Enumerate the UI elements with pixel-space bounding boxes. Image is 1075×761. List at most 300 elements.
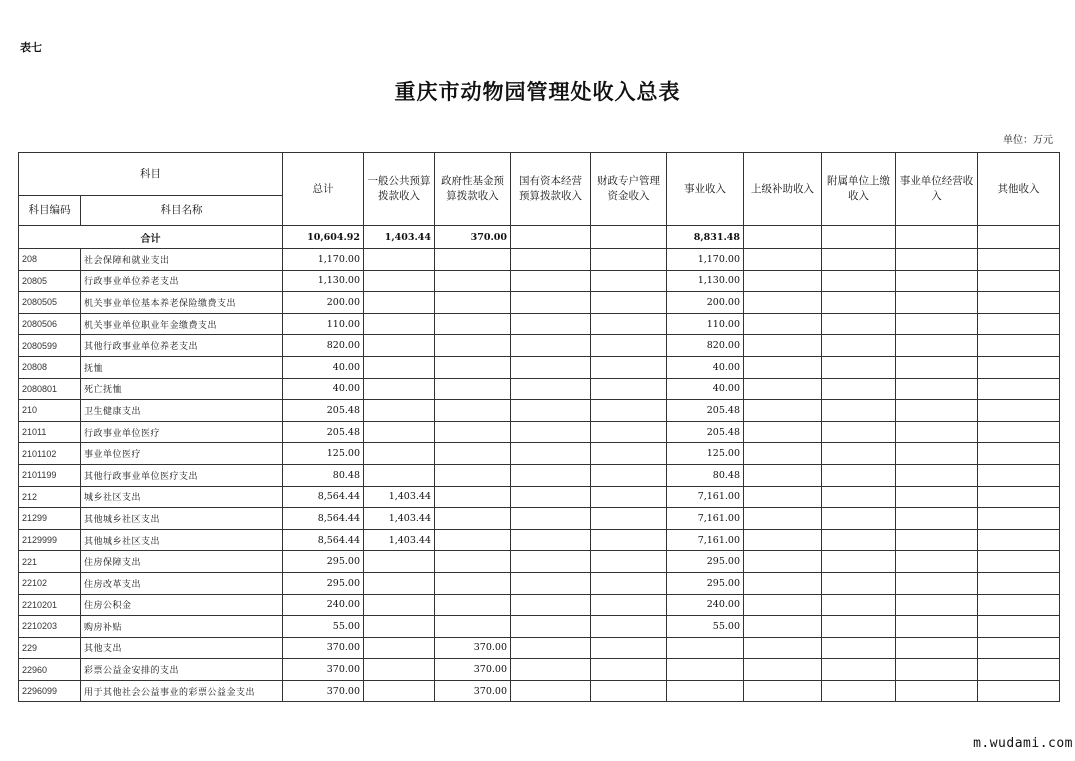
total-cell: 1,403.44: [364, 226, 435, 249]
amount-cell: [896, 464, 978, 486]
amount-cell: [591, 400, 667, 422]
amount-cell: [364, 400, 435, 422]
subject-name-cell: 社会保障和就业支出: [81, 249, 283, 271]
subject-name-cell: 机关事业单位基本养老保险缴费支出: [81, 292, 283, 314]
subject-code-cell: 20805: [19, 270, 81, 292]
subject-code-cell: 2080506: [19, 313, 81, 335]
amount-cell: [978, 637, 1060, 659]
amount-cell: [744, 486, 822, 508]
amount-cell: [511, 637, 591, 659]
subject-name-cell: 事业单位医疗: [81, 443, 283, 465]
amount-cell: [822, 464, 896, 486]
amount-cell: [896, 680, 978, 702]
table-row: [19, 292, 1060, 314]
amount-cell: [744, 680, 822, 702]
amount-cell: [511, 464, 591, 486]
amount-cell: [511, 616, 591, 638]
amount-cell: [591, 421, 667, 443]
subject-code-cell: 229: [19, 637, 81, 659]
unit-label: 单位：万元: [1003, 135, 1053, 146]
amount-cell: [364, 335, 435, 357]
amount-cell: [822, 486, 896, 508]
amount-cell: 295.00: [667, 572, 744, 594]
header-other-income: 其他收入: [978, 153, 1060, 226]
amount-cell: 820.00: [283, 335, 364, 357]
amount-cell: [511, 249, 591, 271]
amount-cell: [978, 680, 1060, 702]
amount-cell: 240.00: [667, 594, 744, 616]
amount-cell: [978, 421, 1060, 443]
amount-cell: [978, 529, 1060, 551]
header-subject: 科目: [19, 153, 283, 196]
amount-cell: 125.00: [667, 443, 744, 465]
amount-cell: 55.00: [283, 616, 364, 638]
amount-cell: 8,564.44: [283, 508, 364, 530]
amount-cell: [744, 443, 822, 465]
amount-cell: [822, 249, 896, 271]
amount-cell: [667, 659, 744, 681]
amount-cell: 110.00: [667, 313, 744, 335]
amount-cell: [978, 572, 1060, 594]
amount-cell: 80.48: [283, 464, 364, 486]
table-row: [19, 616, 1060, 638]
amount-cell: 125.00: [283, 443, 364, 465]
total-cell: [744, 226, 822, 249]
amount-cell: 1,170.00: [283, 249, 364, 271]
amount-cell: [364, 421, 435, 443]
amount-cell: [896, 249, 978, 271]
amount-cell: [978, 378, 1060, 400]
subject-code-cell: 21011: [19, 421, 81, 443]
amount-cell: [978, 249, 1060, 271]
total-cell: [591, 226, 667, 249]
amount-cell: 200.00: [667, 292, 744, 314]
amount-cell: [591, 551, 667, 573]
total-cell: 10,604.92: [283, 226, 364, 249]
amount-cell: [435, 443, 511, 465]
amount-cell: [896, 551, 978, 573]
amount-cell: [896, 594, 978, 616]
amount-cell: [896, 292, 978, 314]
amount-cell: 55.00: [667, 616, 744, 638]
subject-code-cell: 22102: [19, 572, 81, 594]
amount-cell: 240.00: [283, 594, 364, 616]
amount-cell: [822, 637, 896, 659]
amount-cell: [896, 313, 978, 335]
subject-name-cell: 行政事业单位医疗: [81, 421, 283, 443]
amount-cell: 40.00: [283, 356, 364, 378]
amount-cell: 205.48: [667, 421, 744, 443]
amount-cell: 370.00: [435, 637, 511, 659]
table-row: [19, 637, 1060, 659]
amount-cell: [744, 551, 822, 573]
subject-code-cell: 21299: [19, 508, 81, 530]
subject-code-cell: 2080801: [19, 378, 81, 400]
amount-cell: [435, 335, 511, 357]
amount-cell: [435, 616, 511, 638]
amount-cell: [591, 594, 667, 616]
amount-cell: [822, 594, 896, 616]
amount-cell: [896, 486, 978, 508]
amount-cell: 7,161.00: [667, 508, 744, 530]
amount-cell: [822, 680, 896, 702]
amount-cell: [896, 378, 978, 400]
subject-name-cell: 其他行政事业单位医疗支出: [81, 464, 283, 486]
amount-cell: [822, 421, 896, 443]
total-row: [19, 226, 1060, 249]
amount-cell: [511, 313, 591, 335]
amount-cell: [744, 529, 822, 551]
amount-cell: [435, 551, 511, 573]
subject-name-cell: 卫生健康支出: [81, 400, 283, 422]
subject-code-cell: 20808: [19, 356, 81, 378]
amount-cell: 110.00: [283, 313, 364, 335]
amount-cell: [822, 659, 896, 681]
total-label: 合计: [19, 226, 283, 249]
amount-cell: 370.00: [435, 680, 511, 702]
amount-cell: [591, 356, 667, 378]
amount-cell: [978, 659, 1060, 681]
amount-cell: [744, 335, 822, 357]
amount-cell: [435, 249, 511, 271]
amount-cell: [364, 356, 435, 378]
amount-cell: 40.00: [667, 356, 744, 378]
header-affiliated-turnover: 附属单位上缴收入: [822, 153, 896, 226]
amount-cell: [744, 421, 822, 443]
amount-cell: [744, 464, 822, 486]
amount-cell: 7,161.00: [667, 529, 744, 551]
amount-cell: [435, 292, 511, 314]
amount-cell: [364, 637, 435, 659]
table-row: [19, 486, 1060, 508]
subject-code-cell: 2296099: [19, 680, 81, 702]
subject-name-cell: 其他城乡社区支出: [81, 529, 283, 551]
amount-cell: [822, 292, 896, 314]
subject-name-cell: 死亡抚恤: [81, 378, 283, 400]
amount-cell: [364, 443, 435, 465]
amount-cell: [511, 508, 591, 530]
amount-cell: [511, 572, 591, 594]
amount-cell: 205.48: [667, 400, 744, 422]
subject-name-cell: 住房改革支出: [81, 572, 283, 594]
amount-cell: [822, 270, 896, 292]
subject-code-cell: 2210203: [19, 616, 81, 638]
amount-cell: [978, 551, 1060, 573]
amount-cell: 295.00: [283, 572, 364, 594]
amount-cell: [511, 529, 591, 551]
table-row: [19, 356, 1060, 378]
amount-cell: 1,403.44: [364, 486, 435, 508]
amount-cell: [435, 313, 511, 335]
header-general-budget: 一般公共预算拨款收入: [364, 153, 435, 226]
table-row: [19, 249, 1060, 271]
amount-cell: [591, 637, 667, 659]
amount-cell: [896, 529, 978, 551]
amount-cell: 205.48: [283, 400, 364, 422]
header-subject-name: 科目名称: [81, 196, 283, 226]
table-row: [19, 443, 1060, 465]
amount-cell: [744, 356, 822, 378]
subject-code-cell: 2129999: [19, 529, 81, 551]
amount-cell: [822, 400, 896, 422]
amount-cell: [435, 508, 511, 530]
amount-cell: 1,130.00: [283, 270, 364, 292]
amount-cell: [896, 637, 978, 659]
subject-code-cell: 2080599: [19, 335, 81, 357]
amount-cell: [978, 335, 1060, 357]
table-row: [19, 313, 1060, 335]
amount-cell: [435, 378, 511, 400]
amount-cell: [364, 680, 435, 702]
table-row: [19, 508, 1060, 530]
amount-cell: [822, 551, 896, 573]
amount-cell: 40.00: [283, 378, 364, 400]
table-row: [19, 378, 1060, 400]
table-row: [19, 529, 1060, 551]
table-row: [19, 464, 1060, 486]
amount-cell: [435, 572, 511, 594]
amount-cell: 370.00: [435, 659, 511, 681]
amount-cell: 820.00: [667, 335, 744, 357]
amount-cell: [822, 508, 896, 530]
amount-cell: 8,564.44: [283, 486, 364, 508]
amount-cell: [667, 637, 744, 659]
subject-code-cell: 2210201: [19, 594, 81, 616]
total-cell: [822, 226, 896, 249]
income-summary-table: [18, 152, 1060, 702]
amount-cell: [896, 443, 978, 465]
amount-cell: [435, 356, 511, 378]
amount-cell: [364, 616, 435, 638]
amount-cell: 295.00: [667, 551, 744, 573]
amount-cell: [896, 508, 978, 530]
amount-cell: [511, 335, 591, 357]
amount-cell: [591, 680, 667, 702]
subject-code-cell: 208: [19, 249, 81, 271]
amount-cell: 370.00: [283, 680, 364, 702]
amount-cell: [978, 616, 1060, 638]
subject-code-cell: 2101199: [19, 464, 81, 486]
table-row: [19, 400, 1060, 422]
amount-cell: [591, 249, 667, 271]
amount-cell: [591, 508, 667, 530]
header-operating-income: 事业单位经营收入: [896, 153, 978, 226]
amount-cell: [591, 659, 667, 681]
subject-code-cell: 210: [19, 400, 81, 422]
amount-cell: [978, 464, 1060, 486]
amount-cell: [744, 508, 822, 530]
subject-name-cell: 其他城乡社区支出: [81, 508, 283, 530]
amount-cell: [744, 572, 822, 594]
amount-cell: 1,403.44: [364, 508, 435, 530]
amount-cell: [591, 335, 667, 357]
amount-cell: [511, 594, 591, 616]
amount-cell: [744, 594, 822, 616]
table-row: [19, 659, 1060, 681]
amount-cell: [978, 400, 1060, 422]
amount-cell: [364, 292, 435, 314]
subject-name-cell: 用于其他社会公益事业的彩票公益金支出: [81, 680, 283, 702]
table-tag: 表七: [20, 41, 42, 54]
amount-cell: [591, 616, 667, 638]
amount-cell: [822, 572, 896, 594]
amount-cell: [364, 659, 435, 681]
amount-cell: [822, 313, 896, 335]
amount-cell: [591, 464, 667, 486]
amount-cell: [511, 680, 591, 702]
amount-cell: [364, 594, 435, 616]
table-row: [19, 270, 1060, 292]
subject-name-cell: 行政事业单位养老支出: [81, 270, 283, 292]
header-state-capital: 国有资本经营预算拨款收入: [511, 153, 591, 226]
amount-cell: [435, 529, 511, 551]
amount-cell: [511, 378, 591, 400]
amount-cell: [591, 313, 667, 335]
subject-name-cell: 购房补贴: [81, 616, 283, 638]
amount-cell: 370.00: [283, 659, 364, 681]
amount-cell: [364, 270, 435, 292]
subject-code-cell: 212: [19, 486, 81, 508]
amount-cell: [435, 594, 511, 616]
amount-cell: [511, 659, 591, 681]
site-watermark: m.wudami.com: [973, 736, 1073, 751]
amount-cell: [435, 464, 511, 486]
amount-cell: [511, 292, 591, 314]
amount-cell: [978, 313, 1060, 335]
amount-cell: [822, 356, 896, 378]
amount-cell: [978, 508, 1060, 530]
amount-cell: [822, 616, 896, 638]
header-special-account: 财政专户管理资金收入: [591, 153, 667, 226]
amount-cell: [896, 335, 978, 357]
subject-name-cell: 机关事业单位职业年金缴费支出: [81, 313, 283, 335]
amount-cell: [435, 270, 511, 292]
total-cell: [978, 226, 1060, 249]
amount-cell: 8,564.44: [283, 529, 364, 551]
amount-cell: [744, 292, 822, 314]
amount-cell: [511, 356, 591, 378]
subject-name-cell: 住房保障支出: [81, 551, 283, 573]
amount-cell: [896, 421, 978, 443]
amount-cell: [364, 464, 435, 486]
header-business-income: 事业收入: [667, 153, 744, 226]
table-row: [19, 594, 1060, 616]
table-row: [19, 572, 1060, 594]
amount-cell: [822, 335, 896, 357]
total-cell: [896, 226, 978, 249]
amount-cell: [744, 313, 822, 335]
table-row: [19, 335, 1060, 357]
amount-cell: [896, 659, 978, 681]
amount-cell: [978, 292, 1060, 314]
subject-name-cell: 其他支出: [81, 637, 283, 659]
amount-cell: [822, 443, 896, 465]
amount-cell: 1,403.44: [364, 529, 435, 551]
amount-cell: [364, 249, 435, 271]
amount-cell: 200.00: [283, 292, 364, 314]
subject-code-cell: 221: [19, 551, 81, 573]
amount-cell: [511, 486, 591, 508]
amount-cell: [744, 378, 822, 400]
amount-cell: 40.00: [667, 378, 744, 400]
subject-code-cell: 22960: [19, 659, 81, 681]
amount-cell: 370.00: [283, 637, 364, 659]
subject-name-cell: 彩票公益金安排的支出: [81, 659, 283, 681]
amount-cell: [896, 270, 978, 292]
subject-name-cell: 其他行政事业单位养老支出: [81, 335, 283, 357]
subject-code-cell: 2101102: [19, 443, 81, 465]
amount-cell: [435, 421, 511, 443]
amount-cell: [435, 400, 511, 422]
amount-cell: [667, 680, 744, 702]
amount-cell: 80.48: [667, 464, 744, 486]
amount-cell: [591, 292, 667, 314]
amount-cell: [744, 400, 822, 422]
header-gov-fund: 政府性基金预算拨款收入: [435, 153, 511, 226]
amount-cell: [744, 637, 822, 659]
total-cell: 370.00: [435, 226, 511, 249]
amount-cell: [978, 594, 1060, 616]
amount-cell: 295.00: [283, 551, 364, 573]
amount-cell: [511, 270, 591, 292]
amount-cell: [591, 572, 667, 594]
header-superior-subsidy: 上级补助收入: [744, 153, 822, 226]
subject-name-cell: 城乡社区支出: [81, 486, 283, 508]
amount-cell: 1,170.00: [667, 249, 744, 271]
amount-cell: [896, 400, 978, 422]
amount-cell: [511, 443, 591, 465]
table-row: [19, 680, 1060, 702]
amount-cell: [591, 443, 667, 465]
amount-cell: [896, 616, 978, 638]
amount-cell: [978, 356, 1060, 378]
amount-cell: [591, 486, 667, 508]
subject-name-cell: 抚恤: [81, 356, 283, 378]
amount-cell: [364, 313, 435, 335]
amount-cell: [896, 356, 978, 378]
page-title: 重庆市动物园管理处收入总表: [394, 79, 681, 104]
amount-cell: [511, 400, 591, 422]
amount-cell: [435, 486, 511, 508]
amount-cell: [364, 551, 435, 573]
amount-cell: [591, 270, 667, 292]
total-cell: 8,831.48: [667, 226, 744, 249]
amount-cell: 205.48: [283, 421, 364, 443]
amount-cell: [744, 616, 822, 638]
amount-cell: [744, 249, 822, 271]
amount-cell: [822, 378, 896, 400]
amount-cell: 1,130.00: [667, 270, 744, 292]
amount-cell: [511, 551, 591, 573]
amount-cell: [591, 529, 667, 551]
amount-cell: 7,161.00: [667, 486, 744, 508]
amount-cell: [822, 529, 896, 551]
amount-cell: [591, 378, 667, 400]
table-row: [19, 551, 1060, 573]
amount-cell: [364, 572, 435, 594]
table-row: [19, 421, 1060, 443]
amount-cell: [364, 378, 435, 400]
amount-cell: [978, 486, 1060, 508]
subject-code-cell: 2080505: [19, 292, 81, 314]
amount-cell: [896, 572, 978, 594]
subject-name-cell: 住房公积金: [81, 594, 283, 616]
total-cell: [511, 226, 591, 249]
amount-cell: [744, 270, 822, 292]
header-subject-code: 科目编码: [19, 196, 81, 226]
header-total: 总计: [283, 153, 364, 226]
amount-cell: [511, 421, 591, 443]
